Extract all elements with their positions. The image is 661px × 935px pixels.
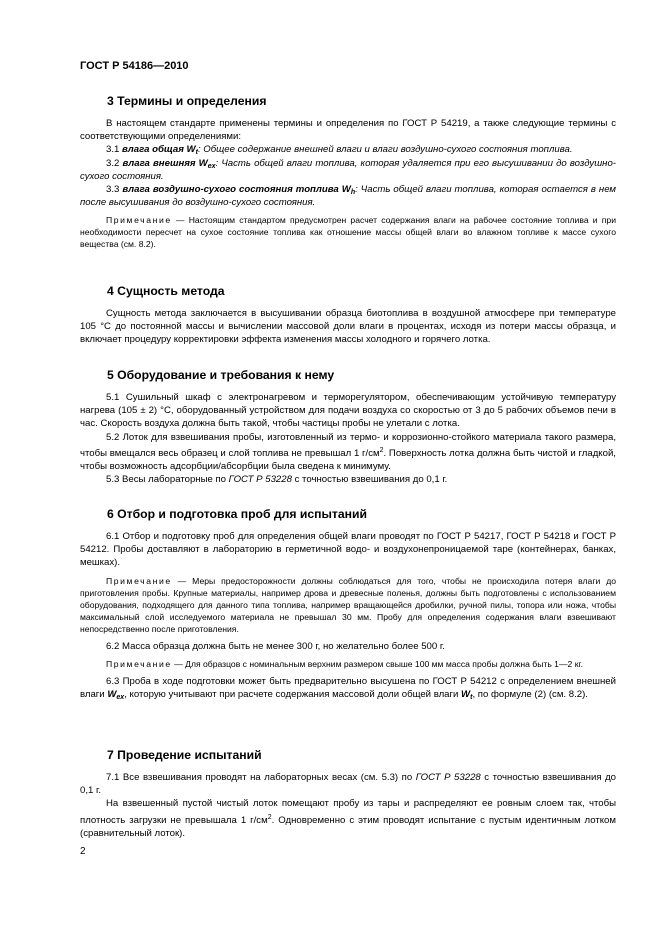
clause-6-2: 6.2 Масса образца должна быть не менее 300 г, но желательно более 500 г. <box>106 640 445 652</box>
clause-7-1-continued: На взвешенный пустой чистый лоток помещают пробу из тары и распределяют ее ровным слоем так, чтобы плотность загрузки не превышала 1 $г/см^2$. Одновременно с этим проводят испытание с пустым идентичным лотком (сравнительный лоток). <box>80 798 616 839</box>
section-6-note-1: Примечание — Меры предосторожности должны соблюдаться для того, чтобы не происходила потеря влаги до приготовления пробы. Крупные материалы, например дрова и древесные поленья, должны быть подготовлены с использованием оборудования, подходящего для данного типа топлива, например вращающейся дробилки, ручной пилы, топора или ножа, чтобы максимальный слой исследуемого материала не превышал 30 мм. Пробу для определения содержания влаги взвешивают непосредственно после приготовления. <box>80 575 616 634</box>
term-3-1: 3.1 влага общая $W_t$: Общее содержание внешней влаги и влаги воздушно-сухого состояния топлива. <box>106 144 573 157</box>
section-4-title: 4 Сущность метода <box>107 284 225 298</box>
section-6-note-2: Примечание — Для образцов с номинальным верхним размером свыше 100 мм масса пробы должна быть 1—2 кг. <box>106 658 583 669</box>
section-5-body <box>80 391 616 487</box>
page-number: 2 <box>80 846 86 857</box>
section-3-body <box>80 117 616 250</box>
term-3-2: 3.2 влага внешняя $W_{ex}$: Часть общей влаги топлива, которая удаляется при его высушивании до воздушно-сухого состояния. <box>80 157 616 182</box>
clause-7-1: 7.1 Все взвешивания проводят на лабораторных весах (см. 5.3) по ГОСТ Р 53228 с точностью взвешивания до 0,1 г. <box>80 772 617 797</box>
section-4-paragraph: Сущность метода заключается в высушивании образца биотоплива в воздушной атмосфере при температуре 105 °С до постоянной массы и вычислении массовой доли влаги в процентах, исходя из потери массы образца, и включает процедуру корректировки эффекта изменения массы холодного и горячего лотка. <box>80 308 616 346</box>
section-3-title: 3 Термины и определения <box>107 94 267 108</box>
clause-5-3: 5.3 Весы лабораторные по ГОСТ Р 53228 с точностью взвешивания до 0,1 г. <box>106 474 448 486</box>
clause-6-1: 6.1 Отбор и подготовку проб для определения общей влаги проводят по ГОСТ Р 54217, ГОСТ Р 54218 и ГОСТ Р 54212. Пробы доставляют в лабораторию в герметичной водо- и воздухонепроницаемой таре (контейнерах, банках, мешках). <box>80 531 616 569</box>
section-7-body <box>80 771 616 840</box>
section-4-body <box>80 307 616 347</box>
clause-6-3: 6.3 Проба в ходе подготовки может быть предварительно высушена по ГОСТ Р 54212 с определением внешней влаги $W_{ex}$, которую учитывают при расчете содержания массовой доли общей влаги $W_t$, по формуле (2) (см. 8.2). <box>80 675 616 702</box>
clause-5-2: 5.2 Лоток для взвешивания пробы, изготовленный из термо- и коррозионно-стойкого материала такого размера, чтобы вмещался весь образец и слой топлива не превышал 1 $г/см^2$. Поверхность лотка должна быть чистой и гладкой, чтобы возможность адсорбции/абсорбции была сведена к минимуму. <box>80 431 616 473</box>
section-6-body <box>80 530 616 701</box>
document-header: ГОСТ Р 54186—2010 <box>80 60 189 72</box>
section-5-title: 5 Оборудование и требования к нему <box>107 368 335 382</box>
section-6-title: 6 Отбор и подготовка проб для испытаний <box>107 507 368 521</box>
clause-5-1: 5.1 Сушильный шкаф с электронагревом и терморегулятором, обеспечивающим устойчивую температуру нагрева (105 ± 2) °С, оборудованный устройством для подачи воздуха со скоростью от 3 до 5 рабочих объемов печи в час. Скорость воздуха должна быть такой, чтобы частицы пробы не улетали с лотка. <box>80 392 616 430</box>
section-3-intro: В настоящем стандарте применены термины и определения по ГОСТ Р 54219, а также следующие термины с соответствующими определениями: <box>80 118 616 143</box>
term-3-3: 3.3 влага воздушно-сухого состояния топлива $W_h$: Часть общей влаги топлива, которая остается в нем после высушивания до воздушно-сухого состояния. <box>80 184 617 209</box>
section-3-note: Примечание — Настоящим стандартом предусмотрен расчет содержания влаги на рабочее состояние топлива и при необходимости пересчет на сухое состояние топлива как отношение массы общей влаги во влажном топливе к массе сухого вещества (см. 8.2). <box>80 215 616 250</box>
section-7-title: 7 Проведение испытаний <box>107 748 262 762</box>
